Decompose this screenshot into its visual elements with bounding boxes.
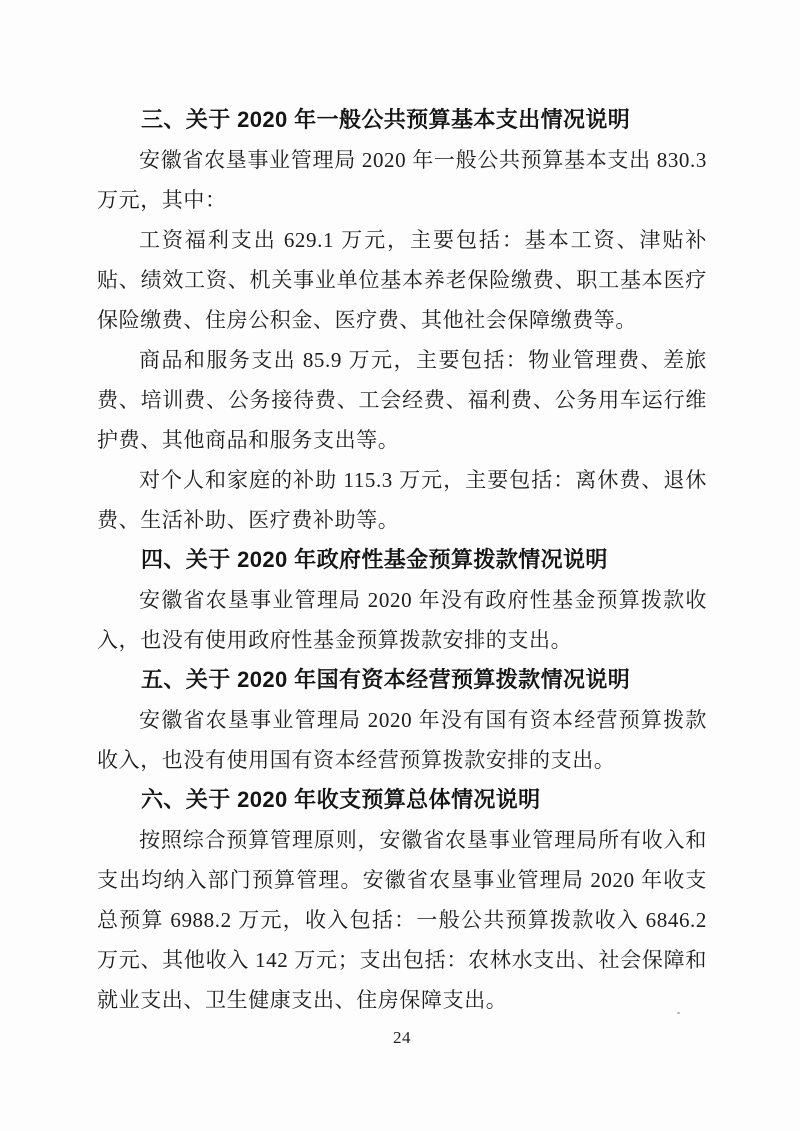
paragraph-basic-expenditure-total: 安徽省农垦事业管理局 2020 年一般公共预算基本支出 830.3 万元，其中： — [97, 148, 707, 212]
paragraph-salary-welfare-expenditure: 工资福利支出 629.1 万元，主要包括：基本工资、津贴补贴、绩效工资、机关事业单位基本养老保险缴费、职工基本医疗保险缴费、住房公积金、医疗费、其他社会保障缴费等。 — [97, 228, 707, 332]
paragraph-overall-revenue-expense: 按照综合预算管理原则，安徽省农垦事业管理局所有收入和支出均纳入部门预算管理。安徽省农垦事业管理局 2020 年收支总预算 6988.2 万元，收入包括：一般公共预算拨款收入 6846.2 万元、其他收入 142 万元；支出包括：农林水支出、社会保障和就业支出、卫生健康支出、住房保障支出。 — [97, 828, 707, 1012]
paragraph-government-fund-budget: 安徽省农垦事业管理局 2020 年没有政府性基金预算拨款收入，也没有使用政府性基金预算拨款安排的支出。 — [97, 588, 707, 652]
paragraph-individual-family-subsidy: 对个人和家庭的补助 115.3 万元，主要包括：离休费、退休费、生活补助、医疗费补助等。 — [97, 468, 707, 532]
document-body — [97, 100, 707, 1020]
section-heading-government-fund-budget: 四、关于 2020 年政府性基金预算拨款情况说明 — [141, 547, 608, 572]
page-number: 24 — [393, 1028, 411, 1047]
scan-artifact-dot — [677, 1012, 680, 1014]
paragraph-state-capital-budget: 安徽省农垦事业管理局 2020 年没有国有资本经营预算拨款收入，也没有使用国有资本经营预算拨款安排的支出。 — [97, 708, 707, 772]
section-heading-overall-revenue-expense: 六、关于 2020 年收支预算总体情况说明 — [141, 787, 541, 812]
section-heading-basic-expenditure: 三、关于 2020 年一般公共预算基本支出情况说明 — [141, 107, 631, 132]
section-heading-state-capital-budget: 五、关于 2020 年国有资本经营预算拨款情况说明 — [141, 667, 631, 692]
paragraph-goods-services-expenditure: 商品和服务支出 85.9 万元，主要包括：物业管理费、差旅费、培训费、公务接待费、工会经费、福利费、公务用车运行维护费、其他商品和服务支出等。 — [97, 348, 707, 452]
